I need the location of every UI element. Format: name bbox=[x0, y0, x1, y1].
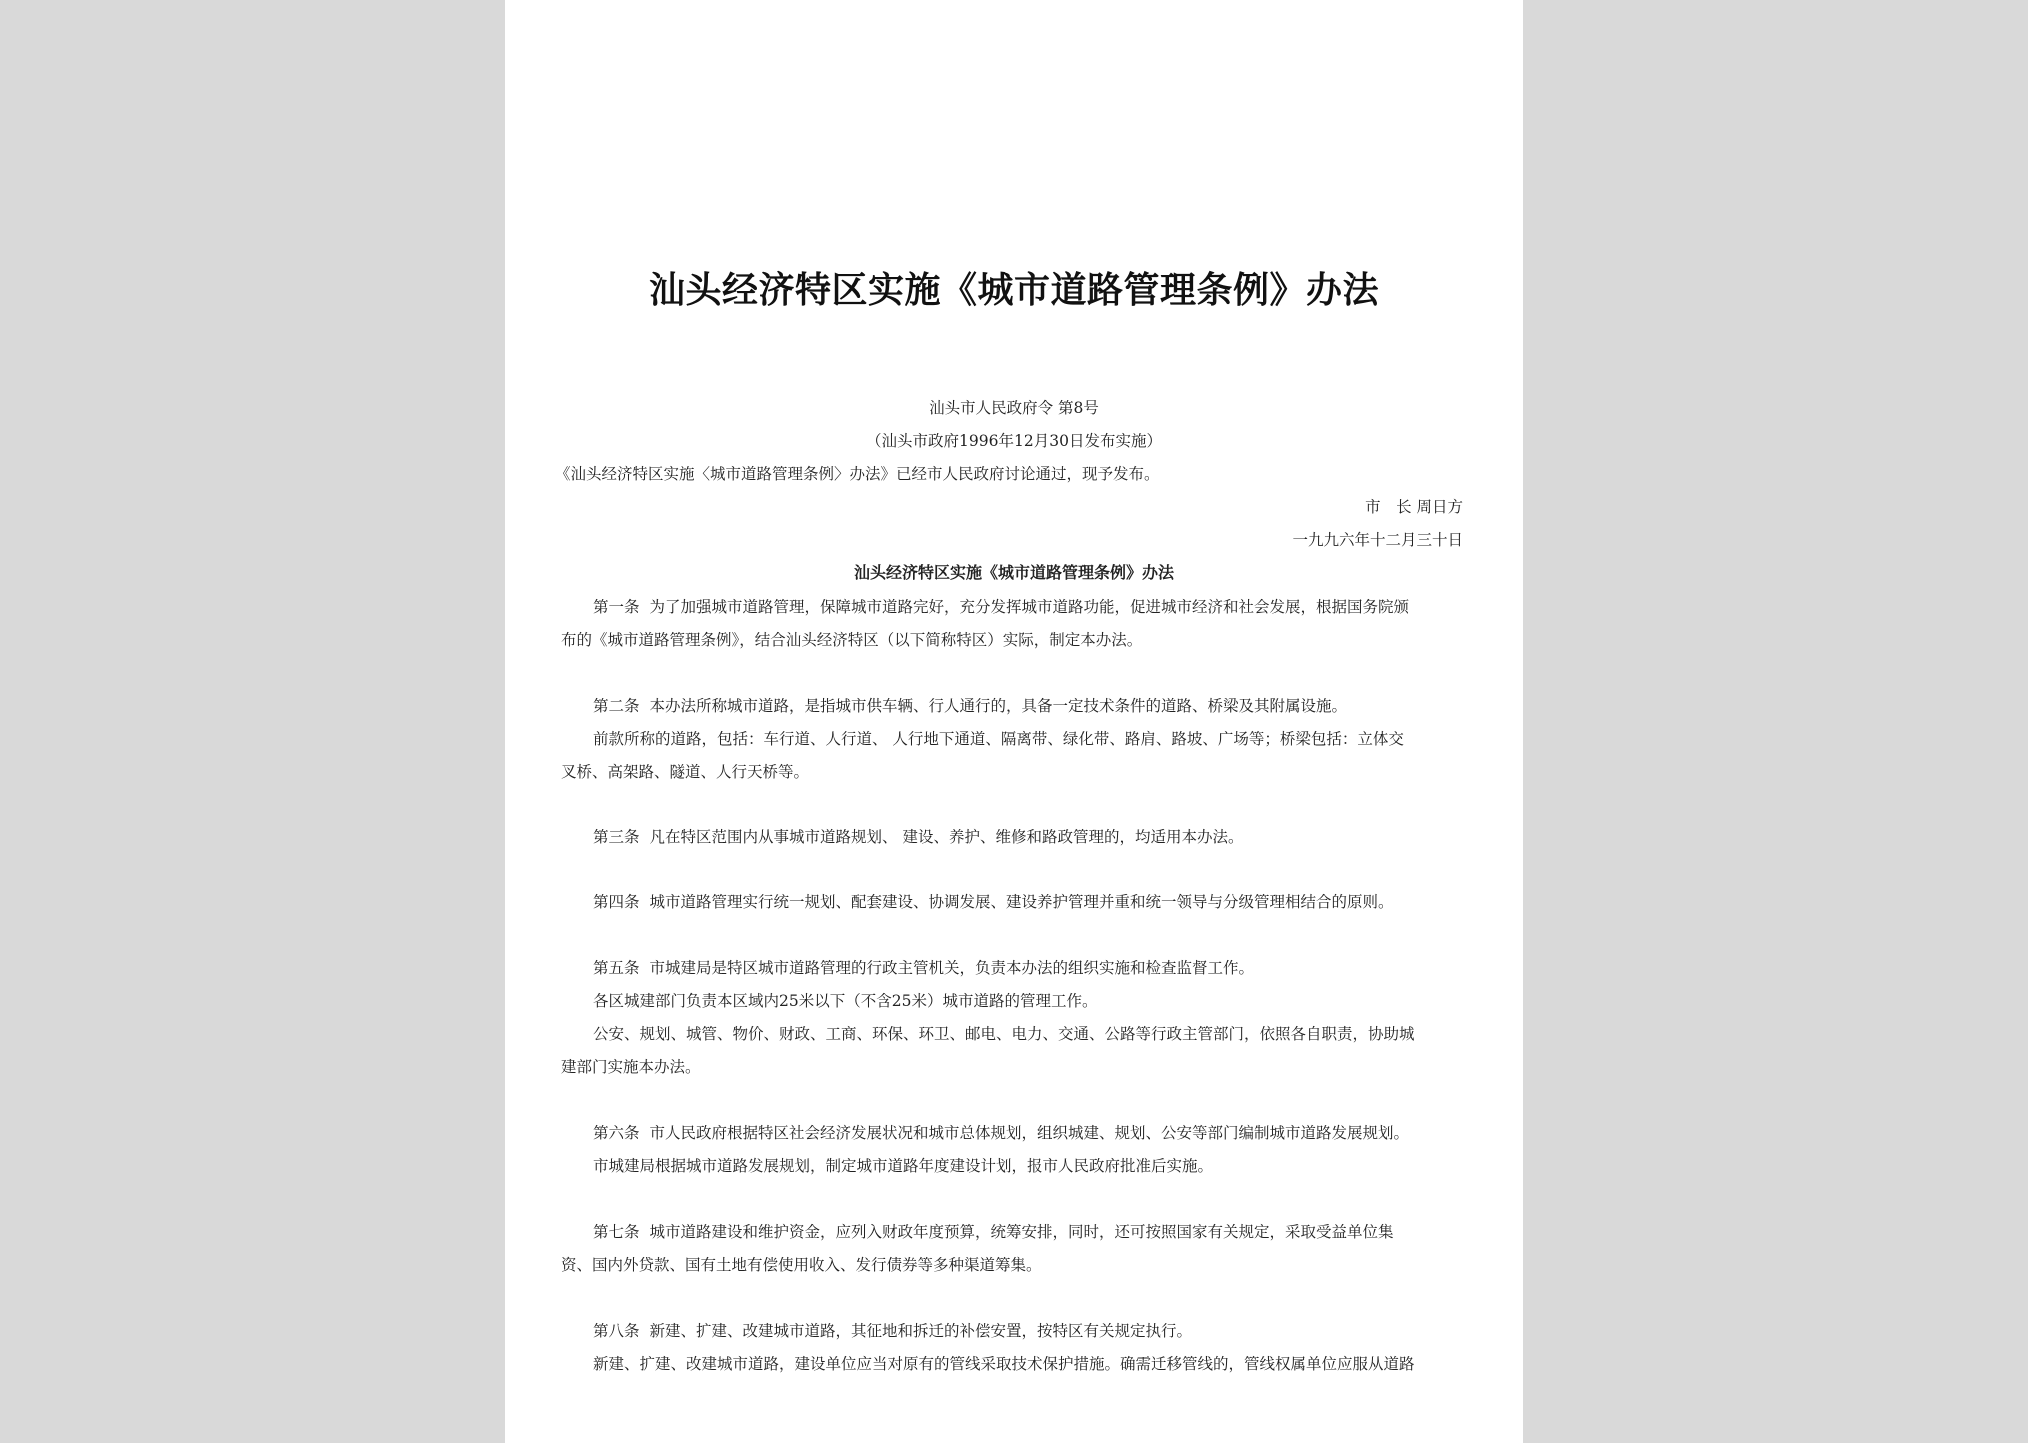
article-3-label: 第三条 bbox=[593, 828, 640, 846]
issue-note: （汕头市政府1996年12月30日发布实施） bbox=[866, 432, 1162, 450]
article-text: 本办法所称城市道路，是指城市供车辆、行人通行的，具备一定技术条件的道路、桥梁及其附属设施。 bbox=[649, 697, 1348, 715]
article-7-line-1 bbox=[593, 1222, 1394, 1242]
article-8-line-1 bbox=[593, 1321, 1192, 1341]
article-1-label: 第一条 bbox=[593, 598, 640, 616]
article-2-line-2: 前款所称的道路，包括：车行道、人行道、 人行地下通道、隔离带、绿化带、路肩、路坡、广场等；桥梁包括：立体交 bbox=[593, 730, 1404, 748]
article-text: 城市道路建设和维护资金，应列入财政年度预算，统筹安排，同时，还可按照国家有关规定，采取受益单位集 bbox=[649, 1223, 1394, 1241]
article-5-label: 第五条 bbox=[593, 959, 640, 977]
article-text: 城市道路管理实行统一规划、配套建设、协调发展、建设养护管理并重和统一领导与分级管理相结合的原则。 bbox=[649, 893, 1394, 911]
article-text: 市人民政府根据特区社会经济发展状况和城市总体规划，组织城建、规划、公安等部门编制城市道路发展规划。 bbox=[649, 1124, 1410, 1142]
article-1-line-1 bbox=[593, 597, 1409, 617]
article-3-line-1 bbox=[593, 827, 1243, 847]
article-8-line-2: 新建、扩建、改建城市道路，建设单位应当对原有的管线采取技术保护措施。确需迁移管线的，管线权属单位应服从道路 bbox=[593, 1355, 1415, 1373]
order-number: 汕头市人民政府令 第8号 bbox=[929, 399, 1099, 417]
article-6-label: 第六条 bbox=[593, 1124, 640, 1142]
article-text: 市城建局是特区城市道路管理的行政主管机关，负责本办法的组织实施和检查监督工作。 bbox=[649, 959, 1255, 977]
document-title: 汕头经济特区实施《城市道路管理条例》办法 bbox=[648, 269, 1379, 311]
article-7-label: 第七条 bbox=[593, 1223, 640, 1241]
article-5-line-2: 各区城建部门负责本区域内25米以下（不含25米）城市道路的管理工作。 bbox=[593, 992, 1098, 1010]
article-7-line-2: 资、国内外贷款、国有土地有偿使用收入、发行债券等多种渠道筹集。 bbox=[561, 1256, 1042, 1274]
article-6-line-1 bbox=[593, 1123, 1409, 1143]
article-8-label: 第八条 bbox=[593, 1322, 640, 1340]
article-5-line-3: 公安、规划、城管、物价、财政、工商、环保、环卫、邮电、电力、交通、公路等行政主管部门，依照各自职责，协助城 bbox=[593, 1025, 1415, 1043]
article-2-line-1 bbox=[593, 696, 1347, 716]
article-text: 新建、扩建、改建城市道路，其征地和拆迁的补偿安置，按特区有关规定执行。 bbox=[649, 1322, 1193, 1340]
article-text: 为了加强城市道路管理，保障城市道路完好，充分发挥城市道路功能，促进城市经济和社会发展，根据国务院颁 bbox=[649, 598, 1410, 616]
article-5-line-4: 建部门实施本办法。 bbox=[561, 1058, 701, 1076]
article-text: 凡在特区范围内从事城市道路规划、 建设、养护、维修和路政管理的，均适用本办法。 bbox=[649, 828, 1244, 846]
article-2-line-3: 叉桥、高架路、隧道、人行天桥等。 bbox=[561, 763, 810, 781]
article-4-line-1 bbox=[593, 892, 1394, 912]
article-6-line-2: 市城建局根据城市道路发展规划，制定城市道路年度建设计划，报市人民政府批准后实施。 bbox=[593, 1157, 1214, 1175]
article-1-line-2: 布的《城市道路管理条例》，结合汕头经济特区（以下简称特区）实际，制定本办法。 bbox=[561, 631, 1143, 649]
document-subtitle: 汕头经济特区实施《城市道路管理条例》办法 bbox=[853, 563, 1174, 582]
signer: 市 长 周日方 bbox=[1365, 498, 1463, 516]
article-2-label: 第二条 bbox=[593, 697, 640, 715]
article-5-line-1 bbox=[593, 958, 1254, 978]
promulgation-text: 《汕头经济特区实施〈城市道路管理条例〉办法》已经市人民政府讨论通过，现予发布。 bbox=[555, 465, 1160, 483]
sign-date: 一九九六年十二月三十日 bbox=[1292, 531, 1463, 549]
document-page bbox=[505, 0, 1523, 1443]
article-4-label: 第四条 bbox=[593, 893, 640, 911]
